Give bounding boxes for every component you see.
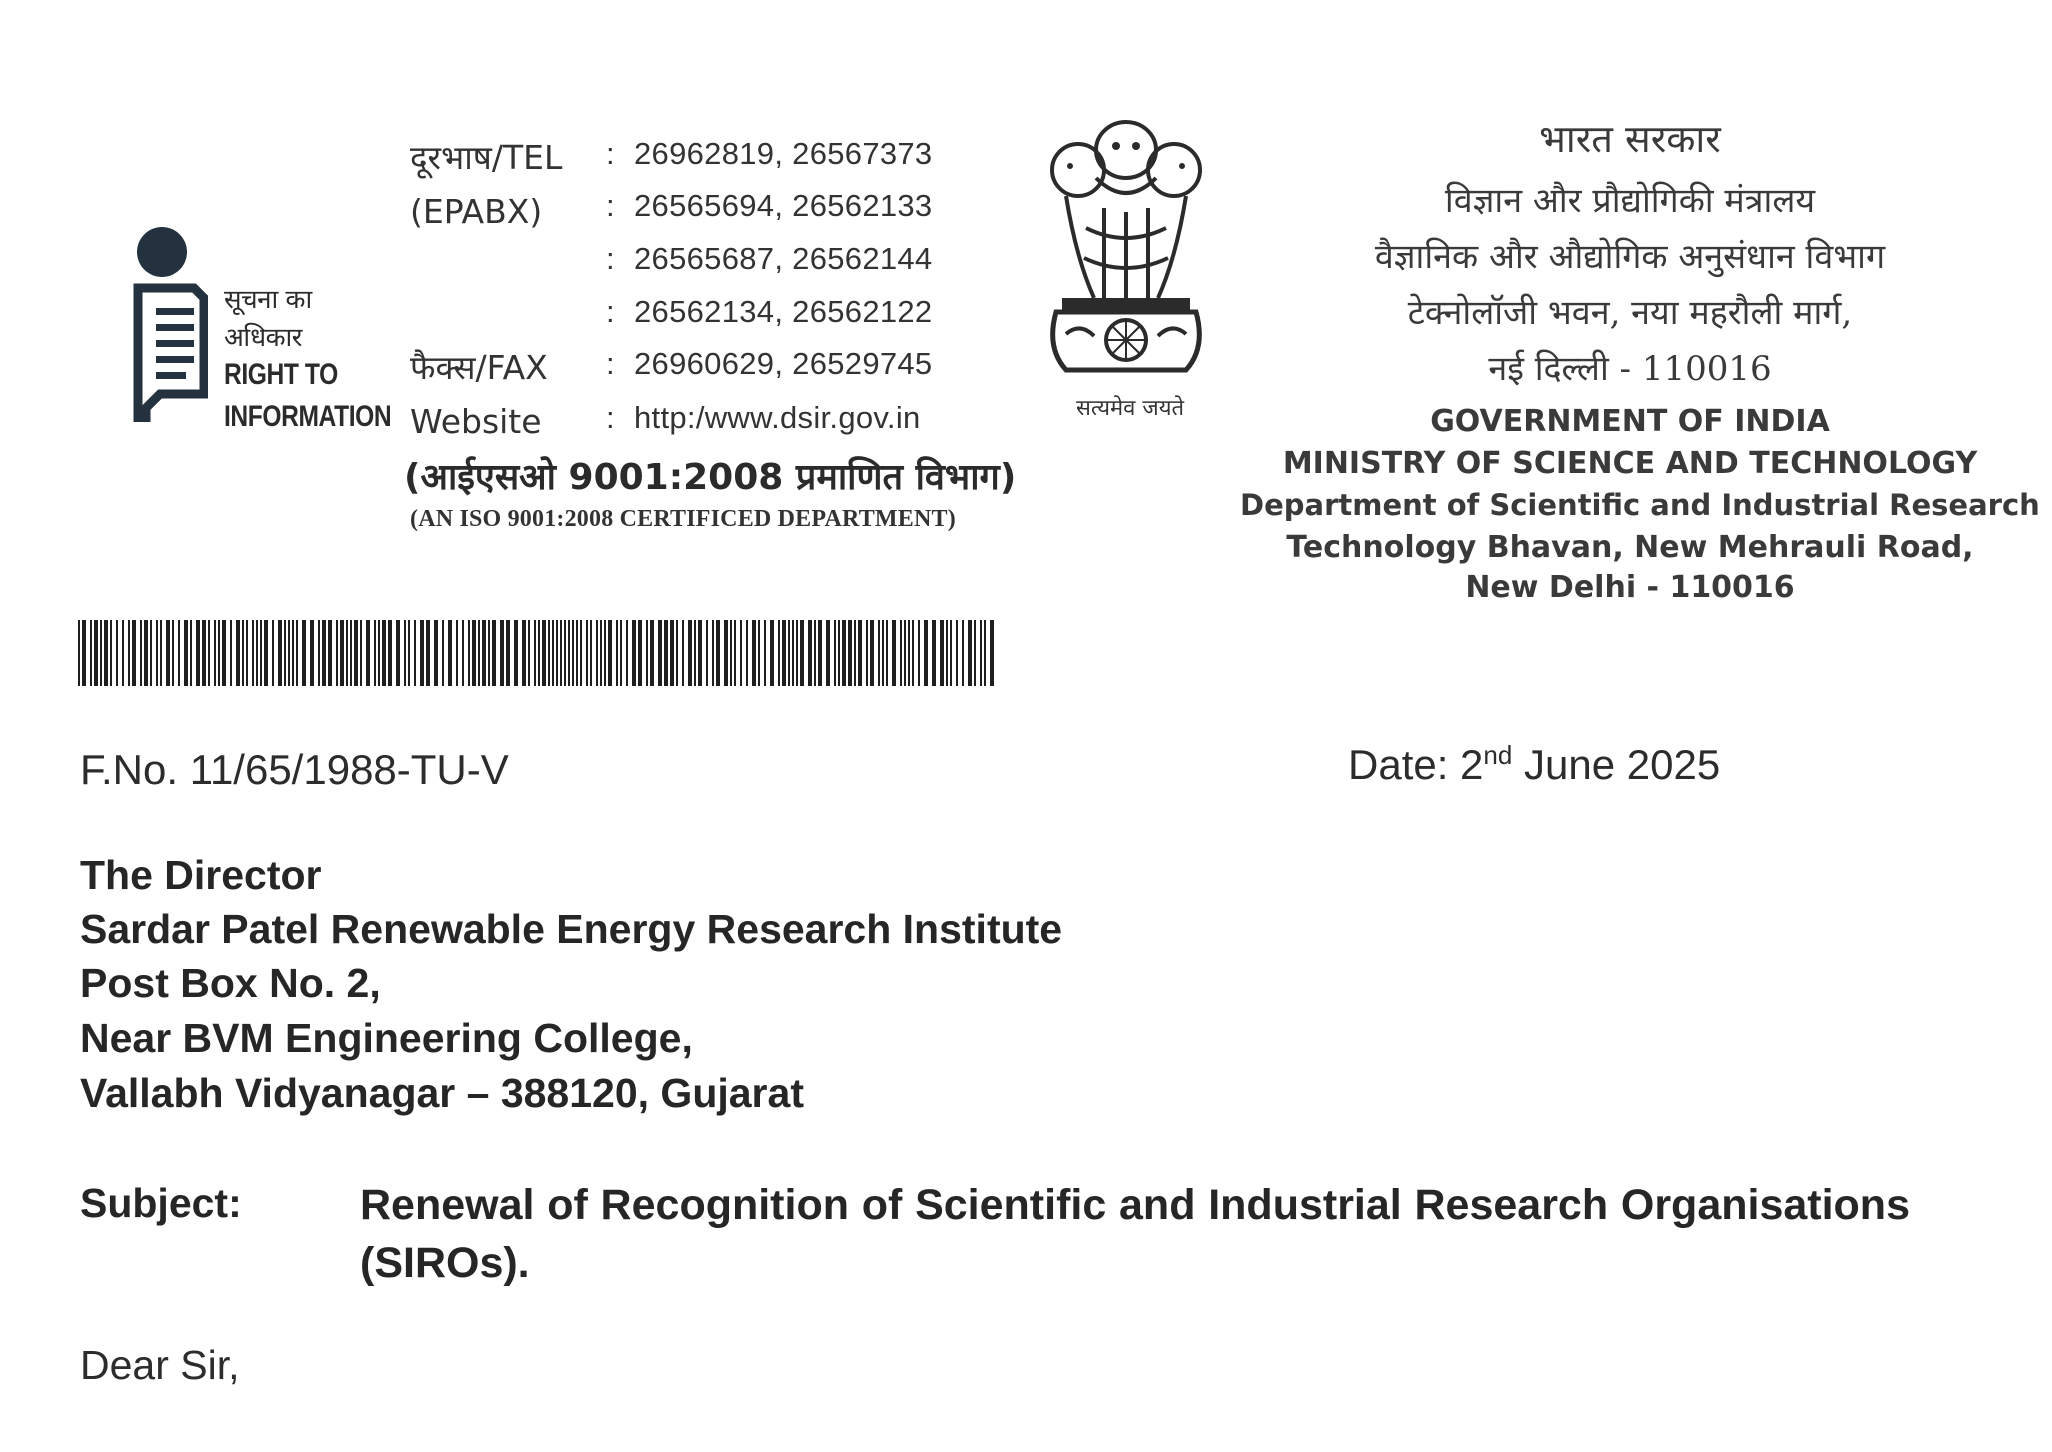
barcode-bar — [904, 620, 906, 686]
barcode-bar — [388, 620, 392, 686]
barcode-bar — [950, 620, 952, 686]
ministry-hindi: विज्ञान और प्रौद्योगिकी मंत्रालय — [1444, 181, 1816, 221]
barcode-bar — [214, 620, 216, 686]
barcode-bar — [538, 620, 540, 686]
colon: : — [606, 346, 615, 381]
govt-english: GOVERNMENT OF INDIA — [1430, 404, 1830, 439]
address-hindi: टेक्नोलॉजी भवन, नया महरौली मार्ग, — [1407, 293, 1853, 333]
barcode-bar — [638, 620, 642, 686]
iso-certification-english: (AN ISO 9001:2008 CERTIFICED DEPARTMENT) — [410, 506, 956, 532]
barcode-bar — [242, 620, 244, 686]
barcode-bar — [104, 620, 108, 686]
barcode-bar — [260, 620, 262, 686]
barcode-bar — [132, 620, 136, 686]
barcode-bar — [506, 620, 510, 686]
emblem-motto: सत्यमेव जयते — [1075, 396, 1185, 421]
barcode-bar — [878, 620, 880, 686]
barcode-bar — [858, 620, 862, 686]
barcode-bar — [586, 620, 588, 686]
barcode-bar — [548, 620, 550, 686]
barcode-bar — [698, 620, 702, 686]
city-english: New Delhi - 110016 — [1465, 570, 1795, 605]
barcode-bar — [572, 620, 574, 686]
barcode-bar — [202, 620, 206, 686]
barcode-bar — [218, 620, 220, 686]
barcode-bar — [542, 620, 546, 686]
barcode-bar — [688, 620, 692, 686]
barcode-bar — [886, 620, 888, 686]
barcode-bar — [482, 620, 486, 686]
barcode-bar — [556, 620, 558, 686]
barcode-bar — [328, 620, 332, 686]
phone-number: 26565687, 26562144 — [634, 241, 933, 276]
barcode-bar — [78, 620, 80, 686]
barcode-bar — [360, 620, 362, 686]
rti-en-line1: RIGHT TO — [224, 358, 338, 391]
barcode-bar — [632, 620, 636, 686]
barcode-bar — [580, 620, 582, 686]
address-english: Technology Bhavan, New Mehrauli Road, — [1286, 530, 1974, 565]
barcode-bar — [838, 620, 840, 686]
barcode-bar — [980, 620, 982, 686]
barcode-bar — [256, 620, 258, 686]
govt-hindi: भारत सरकार — [1539, 117, 1721, 161]
barcode-bar — [246, 620, 248, 686]
barcode-bar — [962, 620, 964, 686]
barcode-bar — [932, 620, 936, 686]
barcode-bar — [296, 620, 298, 686]
barcode-bar — [94, 620, 98, 686]
addressee-line: Sardar Patel Renewable Energy Research Institute — [80, 906, 1063, 952]
barcode-bar — [122, 620, 124, 686]
barcode-bar — [778, 620, 780, 686]
barcode-bar — [560, 620, 562, 686]
barcode-bar — [792, 620, 794, 686]
barcode-bar — [990, 620, 994, 686]
barcode-bar — [140, 620, 142, 686]
barcode-bar — [616, 620, 618, 686]
barcode-bar — [626, 620, 628, 686]
barcode-bar — [908, 620, 910, 686]
barcode-bar — [694, 620, 696, 686]
barcode-bar — [564, 620, 566, 686]
barcode-bar — [712, 620, 714, 686]
barcode-bar — [374, 620, 376, 686]
rti-en-line2: INFORMATION — [224, 400, 392, 433]
barcode-bar — [208, 620, 210, 686]
barcode-bar — [552, 620, 554, 686]
barcode-bar — [288, 620, 290, 686]
barcode-bar — [682, 620, 684, 686]
barcode-bar — [420, 620, 424, 686]
barcode-bar — [650, 620, 654, 686]
barcode-bar — [404, 620, 406, 686]
barcode-bar — [940, 620, 944, 686]
barcode-bar — [854, 620, 856, 686]
barcode-bar — [946, 620, 948, 686]
barcode-bar — [740, 620, 742, 686]
barcode-bar — [608, 620, 612, 686]
salutation: Dear Sir, — [80, 1342, 240, 1388]
barcode-bar — [456, 620, 458, 686]
tel-label: दूरभाष/TEL — [410, 138, 563, 177]
barcode-bar — [746, 620, 748, 686]
phone-number: 26565694, 26562133 — [634, 188, 933, 223]
barcode-bar — [462, 620, 464, 686]
addressee-line: Vallabh Vidyanagar – 388120, Gujarat — [80, 1070, 804, 1116]
rti-hindi-line2: अधिकार — [224, 323, 302, 353]
barcode-bar — [912, 620, 914, 686]
barcode-bar — [292, 620, 294, 686]
subject-label: Subject: — [80, 1180, 242, 1226]
barcode-bar — [116, 620, 118, 686]
barcode-bar — [100, 620, 102, 686]
barcode-bar — [814, 620, 816, 686]
barcode-bar — [882, 620, 884, 686]
barcode-bar — [842, 620, 846, 686]
barcode-bar — [800, 620, 804, 686]
barcode-bar — [144, 620, 148, 686]
barcode-bar — [190, 620, 192, 686]
barcode-bar — [346, 620, 348, 686]
barcode-bar — [366, 620, 370, 686]
fax-label: फैक्स/FAX — [410, 348, 548, 387]
barcode-bar — [514, 620, 518, 686]
website-label: Website — [410, 402, 542, 441]
barcode-bar — [534, 620, 536, 686]
iso-certification-hindi: (आईएसओ 9001:2008 प्रमाणित विभाग) — [404, 457, 1017, 498]
barcode-bar — [354, 620, 358, 686]
barcode-bar — [576, 620, 578, 686]
barcode-bar — [378, 620, 380, 686]
fax-number: 26960629, 26529745 — [634, 346, 933, 381]
website-link[interactable]: http:/www.dsir.gov.in — [634, 400, 921, 435]
barcode-bar — [500, 620, 504, 686]
barcode-bar — [278, 620, 282, 686]
barcode-bar — [172, 620, 174, 686]
barcode-bar — [150, 620, 152, 686]
barcode-bar — [478, 620, 480, 686]
addressee-line: The Director — [80, 852, 322, 898]
barcode-bar — [734, 620, 736, 686]
colon: : — [606, 136, 615, 171]
colon: : — [606, 400, 615, 435]
letter-date: Date: 2nd June 2025 — [1348, 740, 1721, 788]
barcode-bar — [492, 620, 496, 686]
colon: : — [606, 241, 615, 276]
barcode-bar — [350, 620, 352, 686]
colon: : — [606, 188, 615, 223]
barcode-bar — [166, 620, 170, 686]
barcode-bar — [222, 620, 226, 686]
barcode-bar — [196, 620, 200, 686]
barcode-bar — [706, 620, 708, 686]
barcode-bar — [90, 620, 92, 686]
barcode-bar — [670, 620, 674, 686]
barcode-bar — [716, 620, 720, 686]
rti-hindi-line1: सूचना का — [224, 285, 312, 315]
barcode-bar — [870, 620, 874, 686]
barcode-bar — [596, 620, 598, 686]
barcode-bar — [826, 620, 830, 686]
barcode-bar — [184, 620, 188, 686]
barcode-bar — [382, 620, 386, 686]
barcode-bar — [528, 620, 530, 686]
barcode-bar — [522, 620, 526, 686]
barcode-bar — [620, 620, 622, 686]
barcode-bar — [340, 620, 344, 686]
barcode-bar — [664, 620, 668, 686]
ministry-english: MINISTRY OF SCIENCE AND TECHNOLOGY — [1282, 446, 1978, 481]
barcode-bar — [448, 620, 452, 686]
barcode-bar — [426, 620, 430, 686]
barcode-bar — [752, 620, 756, 686]
barcode-bar — [646, 620, 648, 686]
barcode-bar — [758, 620, 760, 686]
national-emblem-icon — [1036, 108, 1216, 384]
barcode-bar — [468, 620, 470, 686]
barcode-bar — [310, 620, 314, 686]
file-number: F.No. 11/65/1988-TU-V — [80, 746, 509, 793]
barcode-bar — [892, 620, 896, 686]
barcode-bar — [408, 620, 410, 686]
barcode-bar — [414, 620, 416, 686]
barcode-bar — [442, 620, 444, 686]
barcode-bar — [788, 620, 790, 686]
barcode-bar — [264, 620, 268, 686]
barcode-bar — [770, 620, 774, 686]
colon: : — [606, 294, 615, 329]
addressee-line: Near BVM Engineering College, — [80, 1015, 693, 1061]
barcode-bar — [900, 620, 902, 686]
barcode-bar — [848, 620, 852, 686]
barcode-bar — [472, 620, 476, 686]
barcode-bar — [488, 620, 490, 686]
barcode-bar — [336, 620, 338, 686]
barcode-bar — [600, 620, 602, 686]
barcode-bar — [318, 620, 320, 686]
barcode-bar — [604, 620, 606, 686]
barcode-bar — [918, 620, 920, 686]
barcode-bar — [834, 620, 836, 686]
barcode-bar — [764, 620, 766, 686]
barcode-bar — [974, 620, 976, 686]
barcode-bar — [252, 620, 254, 686]
barcode-bar — [568, 620, 570, 686]
barcode-bar — [924, 620, 928, 686]
barcode-bar — [956, 620, 958, 686]
addressee-line: Post Box No. 2, — [80, 960, 381, 1006]
barcode-bar — [396, 620, 400, 686]
barcode-bar — [796, 620, 798, 686]
barcode-bar — [156, 620, 158, 686]
barcode-bar — [676, 620, 678, 686]
barcode-bar — [236, 620, 240, 686]
barcode-bar — [782, 620, 786, 686]
barcode-bar — [128, 620, 130, 686]
barcode-bar — [322, 620, 326, 686]
barcode-bar — [968, 620, 972, 686]
barcode-bar — [82, 620, 86, 686]
barcode-bar — [818, 620, 822, 686]
barcode-bar — [808, 620, 812, 686]
rti-logo — [132, 226, 208, 422]
barcode-bar — [984, 620, 986, 686]
department-english: Department of Scientific and Industrial Research — [1240, 488, 2040, 522]
barcode-bar — [284, 620, 286, 686]
epabx-label: (EPABX) — [410, 192, 543, 231]
barcode-bar — [658, 620, 662, 686]
barcode-bar — [178, 620, 180, 686]
barcode-bar — [866, 620, 868, 686]
barcode-bar — [434, 620, 438, 686]
barcode-bar — [272, 620, 274, 686]
barcode-bar — [724, 620, 728, 686]
barcode-bar — [302, 620, 306, 686]
city-hindi: नई दिल्ली - 110016 — [1488, 349, 1772, 389]
phone-number: 26562134, 26562122 — [634, 294, 933, 329]
barcode-bar — [590, 620, 592, 686]
barcode-bar — [160, 620, 162, 686]
barcode-bar — [230, 620, 232, 686]
department-hindi: वैज्ञानिक और औद्योगिक अनुसंधान विभाग — [1374, 237, 1886, 277]
phone-number: 26962819, 26567373 — [634, 136, 933, 171]
barcode — [78, 620, 1000, 686]
barcode-bar — [730, 620, 732, 686]
subject-text: Renewal of Recognition of Scientific and Industrial Research Organisations (SIROs). — [360, 1181, 1910, 1287]
barcode-bar — [110, 620, 112, 686]
